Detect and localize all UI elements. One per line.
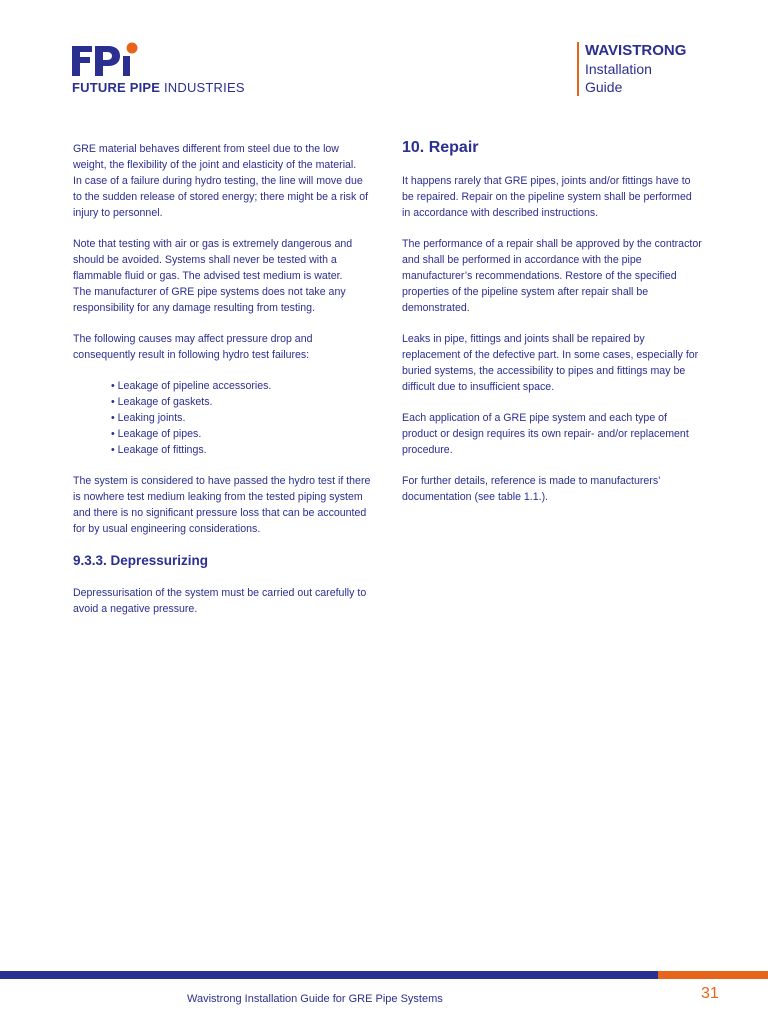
footer-bar-blue (0, 971, 658, 979)
failure-causes-list (73, 378, 373, 458)
page-number: 31 (701, 985, 719, 1002)
paragraph: For further details, reference is made to manufacturers’ documentation (see table 1.1.). (402, 475, 661, 503)
paragraph: Note that testing with air or gas is extremely dangerous and should be avoided. Systems shall never be tested with a flammable fluid or gas. The advised test medium is water. The manufacturer of GRE pipe systems does not take any responsibility for any damage resulting from testing. (73, 238, 353, 314)
paragraph: The performance of a repair shall be approved by the contractor and shall be performed in accordance with the pipe manufacturer’s recommendations. Restore of the specified properties of the pipeline system after repair shall be demonstrated. (402, 238, 702, 314)
paragraph: The system is considered to have passed the hydro test if there is nowhere test medium leaking from the tested piping system and there is no significant pressure loss that can be accounted for by usual engineering considerations. (73, 475, 371, 535)
paragraph: Each application of a GRE pipe system and each type of product or design requires its own repair- and/or replacement procedure. (402, 412, 689, 456)
list-item: • Leaking joints. (111, 410, 373, 426)
list-item: • Leakage of fittings. (111, 442, 373, 458)
section-heading-repair: 10. Repair (402, 139, 479, 156)
product-name: WAVISTRONG (585, 42, 687, 59)
footer-bar-orange (658, 971, 768, 979)
fpi-logo-icon (72, 42, 142, 78)
paragraph: Leaks in pipe, fittings and joints shall be repaired by replacement of the defective part. In some cases, especially for buried systems, the accessibility to pipes and fittings may be difficult due to insufficient space. (402, 333, 699, 393)
footer-title: Wavistrong Installation Guide for GRE Pipe Systems (187, 993, 443, 1005)
header-doc-title (577, 42, 686, 96)
paragraph: The following causes may affect pressure drop and consequently result in following hydro test failures: (73, 333, 313, 361)
section-heading-depressurizing: 9.3.3. Depressurizing (73, 553, 209, 568)
paragraph: GRE material behaves different from steel due to the low weight, the flexibility of the joint and elasticity of the material. In case of a failure during hydro testing, the line will move due to the sudden release of stored energy; there might be a risk of injury to personnel. (73, 143, 369, 219)
paragraph: Depressurisation of the system must be carried out carefully to avoid a negative pressure. (73, 587, 367, 615)
doc-line-2: Guide (585, 79, 623, 95)
logo-wordmark: FUTURE PIPE INDUSTRIES (72, 80, 245, 95)
list-item: • Leakage of gaskets. (111, 394, 373, 410)
left-column (73, 141, 373, 632)
doc-line-1: Installation (585, 61, 652, 77)
list-item: • Leakage of pipes. (111, 426, 373, 442)
list-item: • Leakage of pipeline accessories. (111, 378, 373, 394)
paragraph: It happens rarely that GRE pipes, joints and/or fittings have to be repaired. Repair on the pipeline system shall be performed in accordance with described instructions. (402, 175, 692, 219)
right-column (402, 173, 702, 520)
company-logo (72, 42, 272, 98)
